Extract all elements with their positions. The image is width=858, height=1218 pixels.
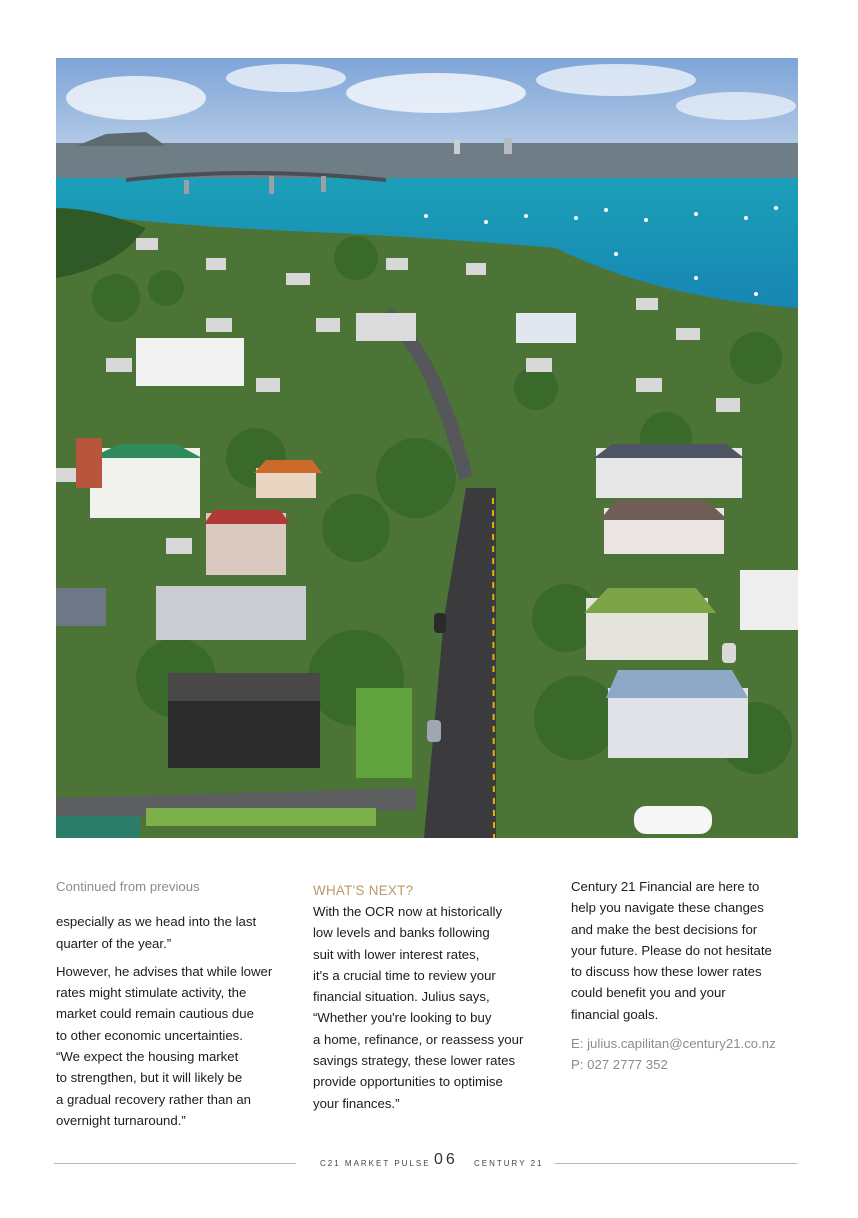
continued-label: Continued from previous — [56, 879, 200, 894]
paragraph-line: it's a crucial time to review your — [313, 967, 496, 983]
paragraph-line: suit with lower interest rates, — [313, 946, 480, 962]
text-column-1 — [56, 876, 288, 1131]
paragraph-line: low levels and banks following — [313, 925, 490, 941]
paragraph-line: especially as we head into the last — [56, 914, 257, 930]
paragraph-line: “Whether you're looking to buy — [313, 1010, 492, 1026]
footer-rule-right — [555, 1163, 797, 1164]
paragraph-line: savings strategy, these lower rates — [313, 1053, 516, 1069]
paragraph-line: However, he advises that while lower — [56, 963, 273, 979]
page-number: 06 — [434, 1151, 458, 1168]
paragraph-line: a gradual recovery rather than an — [56, 1091, 251, 1107]
paragraph-line: overnight turnaround.” — [56, 1112, 186, 1128]
paragraph-line: financial goals. — [571, 1006, 659, 1022]
paragraph-line: to strengthen, but it will likely be — [56, 1070, 243, 1086]
footer-rule-left — [54, 1163, 296, 1164]
paragraph-line: help you navigate these changes — [571, 900, 764, 916]
paragraph-line: market could remain cautious due — [56, 1006, 254, 1022]
contact-email[interactable]: E: julius.capilitan@century21.co.nz — [571, 1036, 776, 1052]
paragraph-line: Century 21 Financial are here to — [571, 879, 760, 894]
paragraph-line: your finances.” — [313, 1095, 400, 1111]
paragraph-line: financial situation. Julius says, — [313, 989, 490, 1005]
paragraph-line: your future. Please do not hesitate — [571, 942, 772, 958]
paragraph-line: to other economic uncertainties. — [56, 1027, 243, 1043]
brand-name: CENTURY 21 — [474, 1159, 544, 1168]
paragraph-line: could benefit you and your — [571, 985, 726, 1001]
contact-phone[interactable]: P: 027 2777 352 — [571, 1057, 668, 1073]
paragraph-line: provide opportunities to optimise — [313, 1074, 503, 1090]
paragraph-line: “We expect the housing market — [56, 1049, 239, 1065]
aerial-suburb-photo — [56, 58, 798, 838]
text-column-3 — [571, 876, 803, 1076]
paragraph-line: rates might stimulate activity, the — [56, 985, 247, 1001]
paragraph-line: and make the best decisions for — [571, 921, 758, 937]
paragraph-line: quarter of the year.” — [56, 935, 172, 951]
section-heading: WHAT'S NEXT? — [313, 883, 414, 898]
text-column-2 — [313, 876, 545, 1114]
paragraph-line: a home, refinance, or reassess your — [313, 1031, 524, 1047]
page-footer — [0, 1150, 858, 1174]
paragraph-line: to discuss how these lower rates — [571, 964, 762, 980]
publication-name: C21 MARKET PULSE — [320, 1159, 431, 1168]
paragraph-line: With the OCR now at historically — [313, 904, 503, 919]
